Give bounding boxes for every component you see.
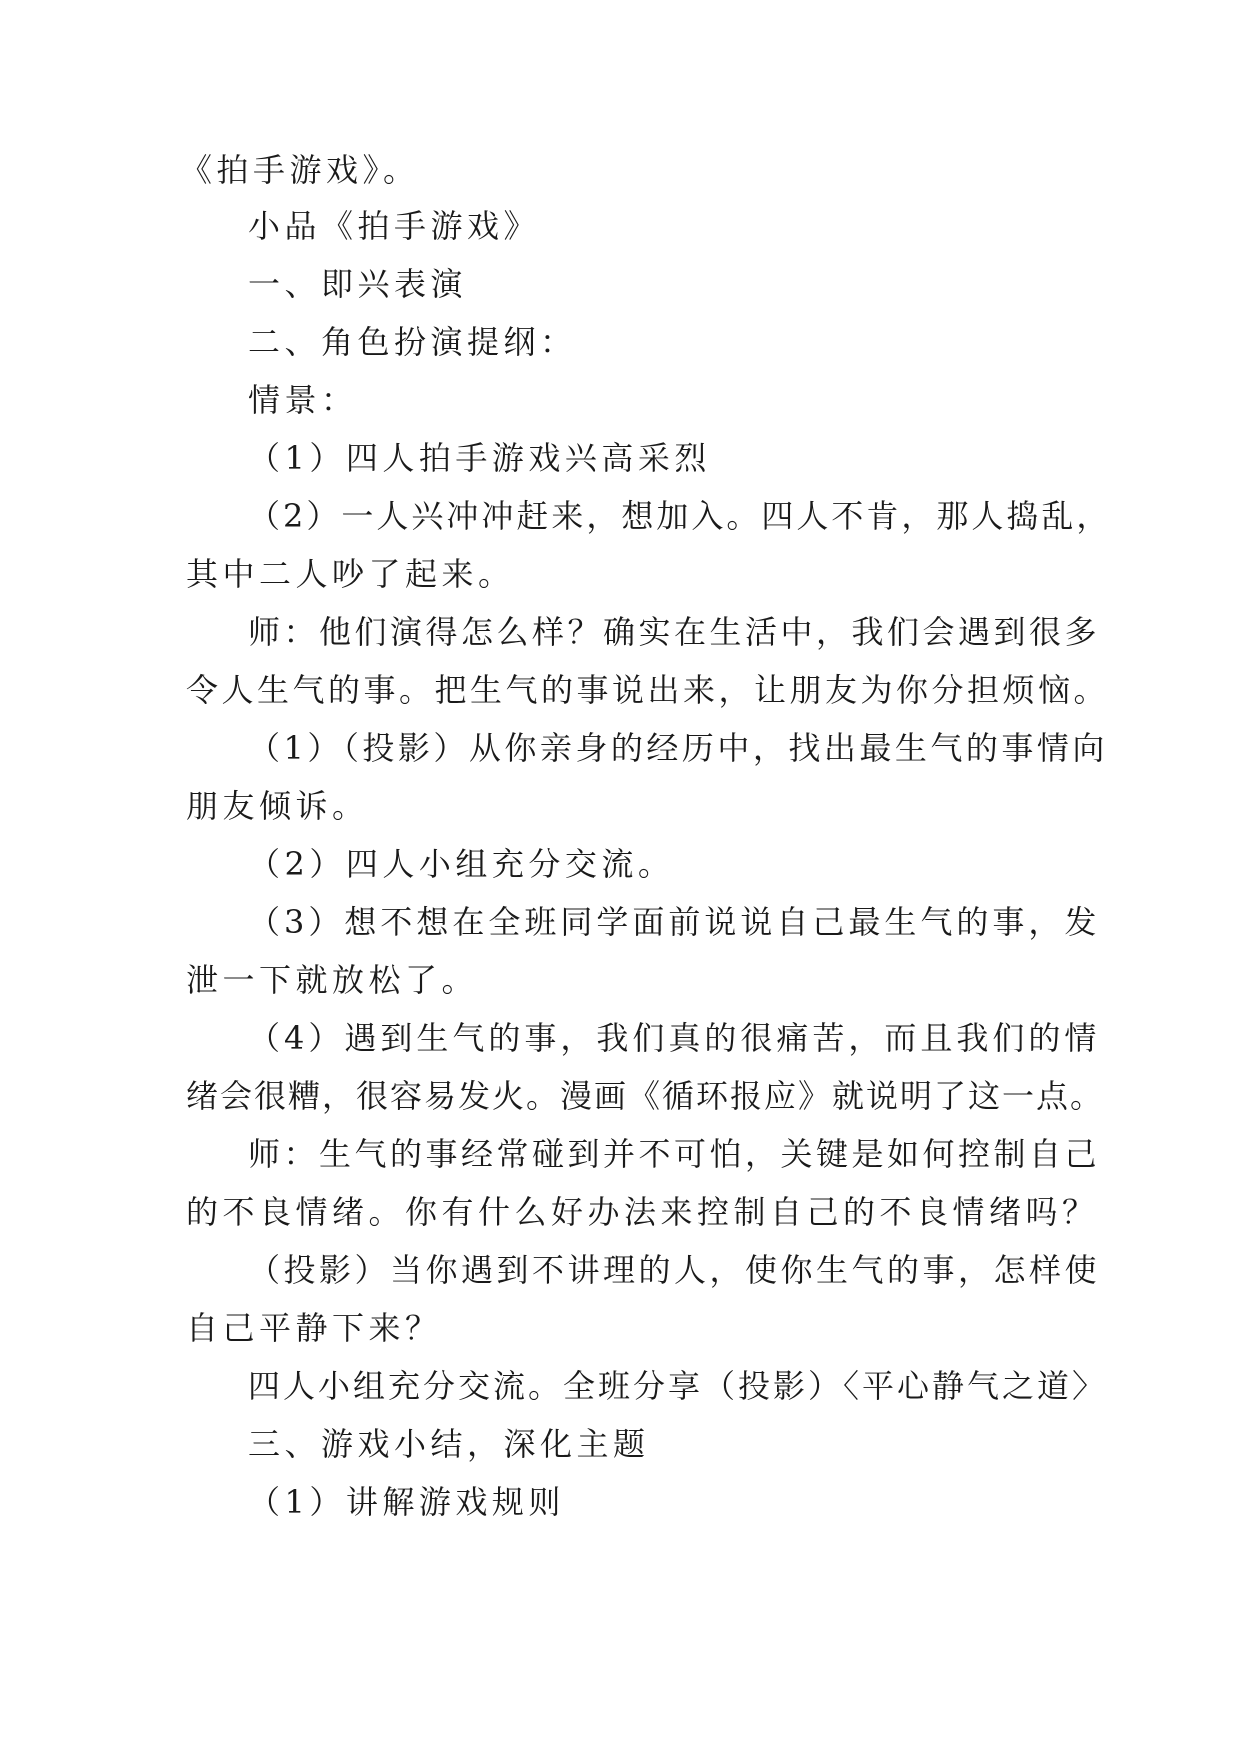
text-line-8: 其中二人吵了起来。 [186,555,515,593]
text-line-2: 小品《拍手游戏》 [248,207,541,245]
text-line-12: 朋友倾诉。 [186,787,369,825]
text-line-1: 《拍手游戏》。 [180,151,420,189]
text-line-13: （2）四人小组充分交流。 [248,845,675,883]
text-line-17: 绪会很糟，很容易发火。漫画《循环报应》就说明了这一点。 [186,1077,1105,1115]
text-line-24: （1）讲解游戏规则 [248,1483,565,1521]
text-line-6: （1）四人拍手游戏兴高采烈 [248,439,711,477]
text-line-19: 的不良情绪。你有什么好办法来控制自己的不良情绪吗？ [186,1193,1099,1231]
text-line-5: 情景： [248,381,358,419]
text-line-22: 四人小组充分交流。全班分享（投影）〈平心静气之道〉 [248,1367,1108,1405]
text-line-18: 师：生气的事经常碰到并不可怕，关键是如何控制自己 [248,1135,1101,1173]
text-line-11: （1）（投影）从你亲身的经历中，找出最生气的事情向 [248,729,1108,767]
text-line-3: 一、即兴表演 [248,265,468,303]
text-line-9: 师：他们演得怎么样？确实在生活中，我们会遇到很多 [248,613,1101,651]
text-line-7: （2）一人兴冲冲赶来，想加入。四人不肯，那人捣乱， [248,497,1112,535]
text-line-10: 令人生气的事。把生气的事说出来，让朋友为你分担烦恼。 [186,671,1110,709]
text-line-14: （3）想不想在全班同学面前说说自己最生气的事，发 [248,903,1101,941]
text-line-16: （4）遇到生气的事，我们真的很痛苦，而且我们的情 [248,1019,1101,1057]
text-line-4: 二、角色扮演提纲： [248,323,577,361]
text-line-23: 三、游戏小结，深化主题 [248,1425,650,1463]
text-line-20: （投影）当你遇到不讲理的人，使你生气的事，怎样使 [248,1251,1101,1289]
text-line-21: 自己平静下来？ [186,1309,442,1347]
text-line-15: 泄一下就放松了。 [186,961,479,999]
